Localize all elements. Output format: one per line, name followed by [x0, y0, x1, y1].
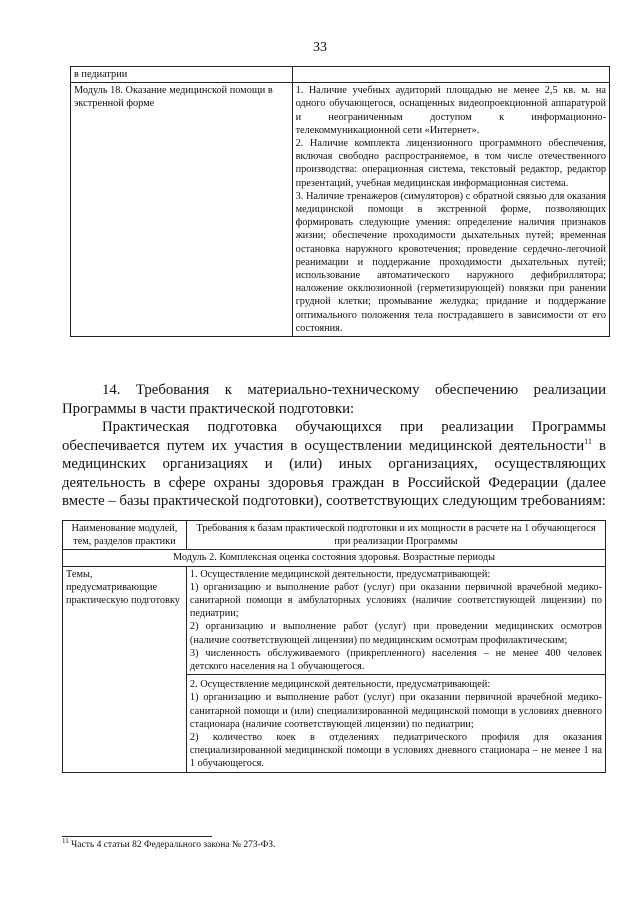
requirement-item: 1. Наличие учебных аудиторий площадью не менее 2,5 кв. м. на одного обучающегося, оснащенных видеопроекционной аппаратурой и неограниченным доступом к информационно-телекоммуникационной сети «Интернет».: [295, 85, 606, 136]
module-row: [63, 550, 606, 566]
table-row: [63, 566, 606, 675]
requirement-item: 3) численность обслуживаемого (прикрепленного) населения – не менее 400 человек детского населения на 1 обучающегося.: [189, 647, 602, 673]
requirement-item: 2) организацию и выполнение работ (услуг) при проведении медицинских осмотров (наличие соответствующей лицензии) по медицинским осмотрам профилактическим;: [189, 621, 602, 646]
footnote-number: 11: [62, 836, 69, 845]
table-row: [71, 67, 610, 83]
module-name-cell: Модуль 18. Оказание медицинской помощи в экстренной форме: [71, 83, 293, 337]
module-title: Модуль 2. Комплексная оценка состояния здоровья. Возрастные периоды: [63, 550, 606, 566]
footnote-reference[interactable]: 11: [584, 436, 592, 446]
section-body-paragraph: [62, 418, 606, 511]
module-name-cell: в педиатрии: [71, 67, 293, 83]
page-number: 33: [313, 40, 327, 55]
requirements-cell: [292, 67, 609, 83]
requirement-item: 3. Наличие тренажеров (симуляторов) с обратной связью для оказания медицинской помощи в экстренной форме, позволяющих формировать следующие умения: определение наличия признаков жизни; обеспечение проходимости дыхательных путей; временная остановка наружного кровотечения; проведение сердечно-легочной реанимации и поддержание проходимости дыхательных путей; использование автоматического наружного дефибриллятора; наложение окклюзионной (герметизирующей) повязки при ранении грудной клетки; промывание желудка; придание и поддержание оптимального положения тела пострадавшего в зависимости от его состояния.: [295, 190, 606, 334]
requirement-item: 2) количество коек в отделениях педиатрического профиля для оказания специализированной медицинской помощи в условиях дневного стационара – не менее 1 на 1 обучающегося.: [189, 732, 602, 770]
requirements-cell: [292, 83, 609, 337]
table-row: [71, 83, 610, 337]
requirement-item: 1. Осуществление медицинской деятельности, предусматривающей:: [189, 568, 491, 580]
footnote-divider: [62, 836, 212, 837]
topics-cell: Темы, предусматривающие практическую подготовку: [63, 566, 187, 772]
table-header-row: [63, 521, 606, 550]
practical-training-requirements-table: [62, 520, 606, 773]
body-text: Практическая подготовка обучающихся при реализации Программы обеспечивается путем их участия в осуществлении медицинской деятельности: [62, 419, 606, 454]
footnote-text: Часть 4 статьи 82 Федерального закона № 273-ФЗ.: [68, 840, 276, 850]
requirement-item: 2. Осуществление медицинской деятельности, предусматривающей:: [189, 679, 491, 691]
requirements-table-continued: [70, 66, 610, 337]
header-modules: Наименование модулей, тем, разделов практики: [63, 521, 187, 550]
requirement-item: 1) организацию и выполнение работ (услуг) при оказании первичной врачебной медико-санитарной помощи и (или) специализированной медицинской помощи в условиях дневного стационара (наличие соответствующей лицензии) по педиатрии;: [189, 692, 602, 730]
requirement-item: 2. Наличие комплекта лицензионного программного обеспечения, включая свободно распространяемое, в том числе отечественного производства: операционная система, текстовый редактор, редактор презентаций, учебная медицинская информационная система.: [295, 138, 606, 189]
section-heading: 14. Требования к материально-техническому обеспечению реализации Программы в части практической подготовки:: [62, 382, 606, 417]
requirement-item: 1) организацию и выполнение работ (услуг) при оказании первичной врачебной медико-санитарной помощи в амбулаторных условиях (наличие соответствующей лицензии) по педиатрии;: [189, 581, 602, 620]
requirements-block-1: [186, 566, 605, 675]
footnote: [62, 836, 276, 850]
header-requirements: Требования к базам практической подготовки и их мощности в расчете на 1 обучающегося при реализации Программы: [186, 521, 605, 550]
requirements-block-2: [186, 675, 605, 772]
body-text-continued: в медицинских организациях и (или) иных организациях, осуществляющих деятельность в сфере охраны здоровья граждан в Российской Федерации (далее вместе – базы практической подготовки), соответствующих следующим требованиям:: [62, 437, 606, 509]
